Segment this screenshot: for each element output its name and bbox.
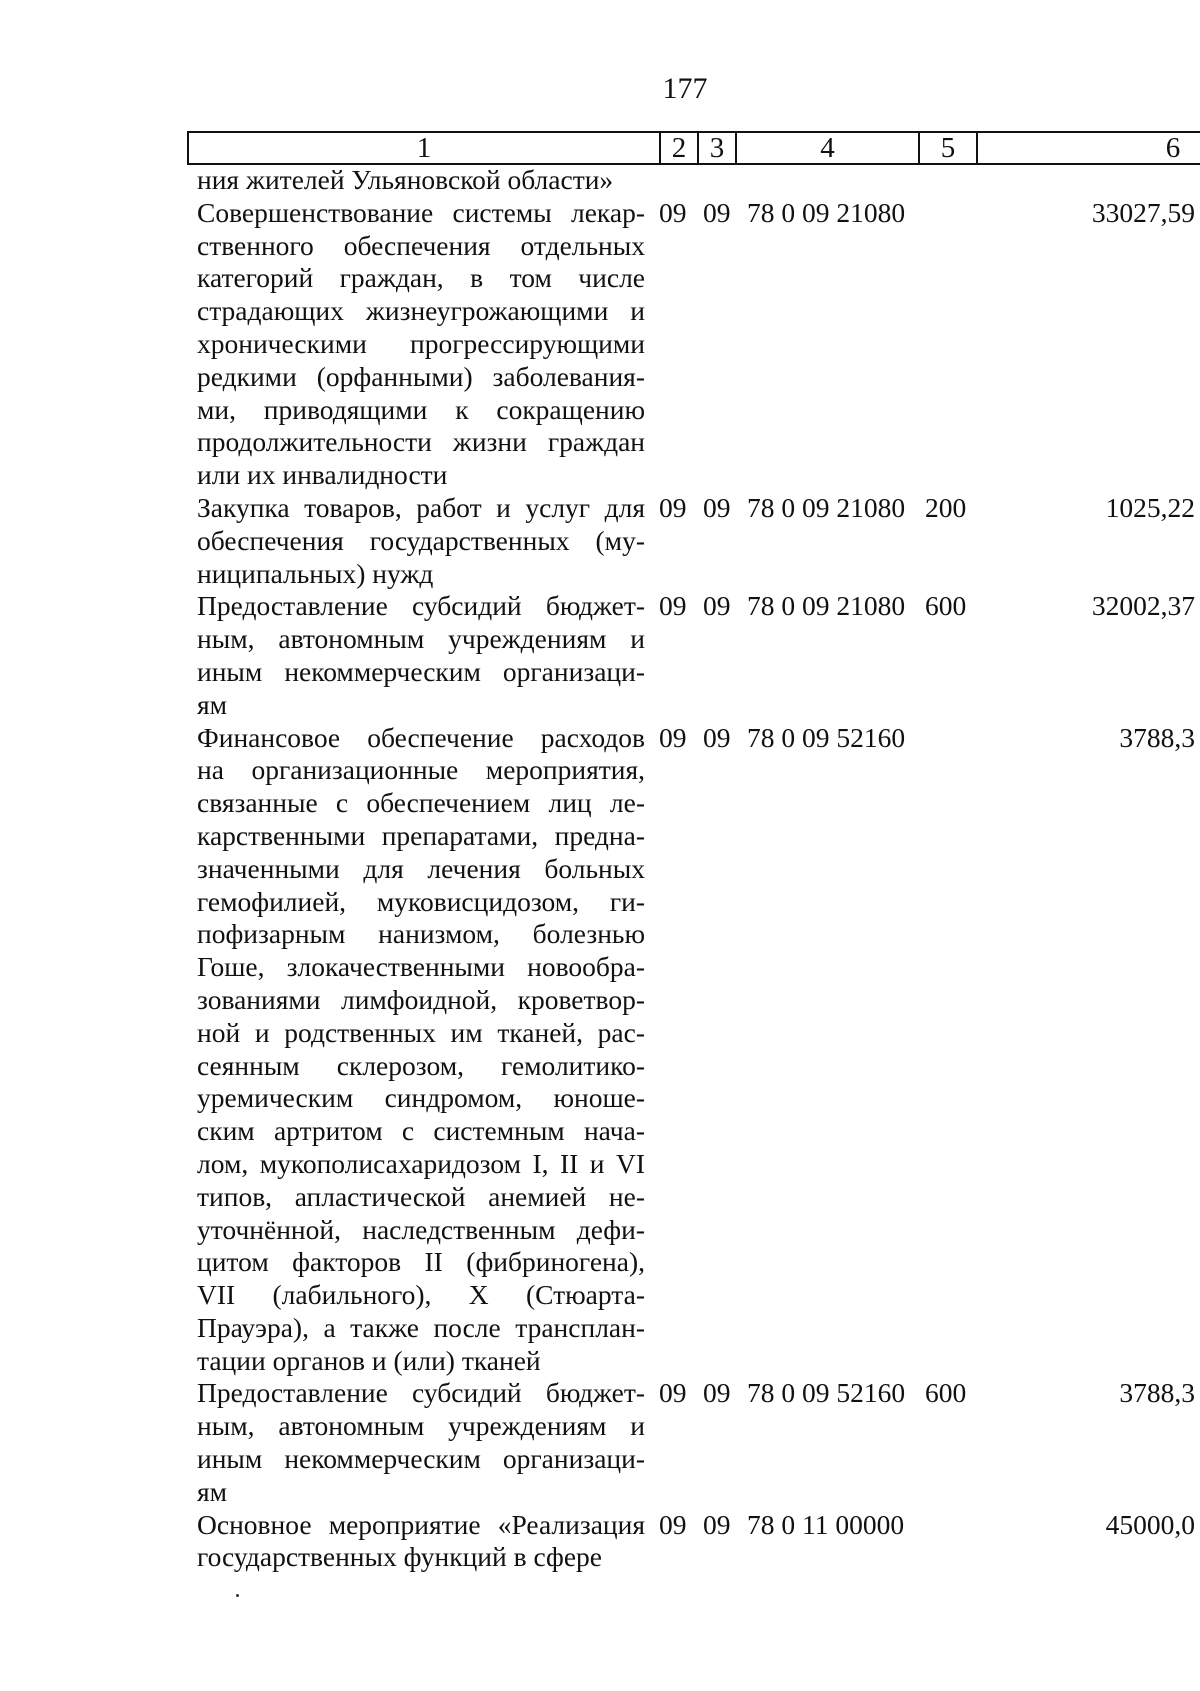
description-line: уремическим синдромом, юноше- xyxy=(197,1082,645,1114)
amount: 45000,0 xyxy=(1105,1508,1195,1540)
description-line: лом, мукополисахаридозом I, II и VI xyxy=(197,1147,645,1179)
description-line: или их инвалидности xyxy=(197,459,448,491)
row-description xyxy=(197,722,645,1378)
target-article-code: 78 0 09 21080 xyxy=(747,196,906,228)
description-line: обеспечения государственных (му- xyxy=(197,524,645,556)
section-code: 09 xyxy=(659,590,687,622)
expense-type-code: 600 xyxy=(925,1377,967,1409)
table-row xyxy=(197,722,1197,1378)
header-col-3: 3 xyxy=(699,133,737,163)
subsection-code: 09 xyxy=(703,196,731,228)
expense-type-code: 200 xyxy=(925,491,967,523)
row-description xyxy=(197,197,645,492)
section-code: 09 xyxy=(659,491,687,523)
description-line: иным некоммерческим организаци- xyxy=(197,1443,645,1475)
row-description xyxy=(197,164,645,197)
description-line: Основное мероприятие «Реализация xyxy=(197,1508,645,1540)
description-line: ной и родственных им тканей, рас- xyxy=(197,1016,645,1048)
subsection-code: 09 xyxy=(703,721,731,753)
target-article-code: 78 0 11 00000 xyxy=(747,1508,905,1540)
table-row xyxy=(197,197,1197,492)
description-line: Гоше, злокачественными новообра- xyxy=(197,951,645,983)
description-line: Прауэра), а также после трансплан- xyxy=(197,1311,645,1343)
target-article-code: 78 0 09 52160 xyxy=(747,1377,906,1409)
description-line: продолжительности жизни граждан xyxy=(197,426,645,458)
description-line: ным, автономным учреждениям и xyxy=(197,1410,645,1442)
description-line: сеянным склерозом, гемолитико- xyxy=(197,1049,645,1081)
header-col-2: 2 xyxy=(661,133,699,163)
target-article-code: 78 0 09 21080 xyxy=(747,491,906,523)
description-line: гемофилией, муковисцидозом, ги- xyxy=(197,885,645,917)
subsection-code: 09 xyxy=(703,590,731,622)
table-header xyxy=(187,131,1200,165)
section-code: 09 xyxy=(659,1377,687,1409)
target-article-code: 78 0 09 52160 xyxy=(747,721,906,753)
row-description xyxy=(197,1377,645,1508)
amount: 3788,3 xyxy=(1119,1377,1195,1409)
table-row xyxy=(197,1377,1197,1508)
description-line: ния жителей Ульяновской области» xyxy=(197,164,614,195)
subsection-code: 09 xyxy=(703,491,731,523)
amount: 1025,22 xyxy=(1105,491,1195,523)
description-line: ям xyxy=(197,688,228,720)
description-line: зованиями лимфоидной, кроветвор- xyxy=(197,983,645,1015)
description-line: ственного обеспечения отдельных xyxy=(197,229,645,261)
description-line: на организационные мероприятия, xyxy=(197,754,645,786)
description-line: тации органов и (или) тканей xyxy=(197,1344,541,1376)
description-line: Совершенствование системы лекар- xyxy=(197,196,645,228)
description-line: ям xyxy=(197,1475,228,1507)
description-line: Предоставление субсидий бюджет- xyxy=(197,590,645,622)
description-line: ниципальных) нужд xyxy=(197,557,434,589)
expense-type-code: 600 xyxy=(925,590,967,622)
description-line: хроническими прогрессирующими xyxy=(197,327,645,359)
table-row xyxy=(197,492,1197,590)
section-code: 09 xyxy=(659,196,687,228)
description-line: Финансовое обеспечение расходов xyxy=(197,721,645,753)
target-article-code: 78 0 09 21080 xyxy=(747,590,906,622)
description-line: Закупка товаров, работ и услуг для xyxy=(197,491,645,523)
amount: 3788,3 xyxy=(1119,721,1195,753)
section-code: 09 xyxy=(659,721,687,753)
description-line: Предоставление субсидий бюджет- xyxy=(197,1377,645,1409)
description-line: иным некоммерческим организаци- xyxy=(197,655,645,687)
description-line: VII (лабильного), X (Стюарта- xyxy=(197,1279,645,1311)
description-line: уточнённой, наследственным дефи- xyxy=(197,1213,645,1245)
description-line: типов, апластической анемией не- xyxy=(197,1180,645,1212)
header-col-4: 4 xyxy=(737,133,920,163)
description-line: значенными для лечения больных xyxy=(197,852,645,884)
scan-speck xyxy=(236,1594,239,1597)
table-row xyxy=(197,1509,1197,1575)
description-line: государственных функций в сфере xyxy=(197,1541,602,1573)
row-description xyxy=(197,590,645,721)
description-line: категорий граждан, в том числе xyxy=(197,262,645,294)
header-col-5: 5 xyxy=(920,133,978,163)
description-line: ским артритом с системным нача- xyxy=(197,1115,645,1147)
header-col-1: 1 xyxy=(189,133,661,163)
description-line: ным, автономным учреждениям и xyxy=(197,623,645,655)
table-row xyxy=(197,164,1197,197)
description-line: карственными препаратами, предна- xyxy=(197,819,645,851)
amount: 32002,37 xyxy=(1091,590,1195,622)
description-line: связанные с обеспечением лиц ле- xyxy=(197,787,645,819)
table-body xyxy=(197,164,1197,1574)
row-description xyxy=(197,1509,645,1575)
description-line: ми, приводящими к сокращению xyxy=(197,393,645,425)
description-line: пофизарным нанизмом, болезнью xyxy=(197,918,645,950)
subsection-code: 09 xyxy=(703,1508,731,1540)
header-col-6: 6 xyxy=(1165,131,1181,164)
row-description xyxy=(197,492,645,590)
section-code: 09 xyxy=(659,1508,687,1540)
subsection-code: 09 xyxy=(703,1377,731,1409)
description-line: страдающих жизнеугрожающими и xyxy=(197,295,645,327)
description-line: цитом факторов II (фибриногена), xyxy=(197,1246,645,1278)
page-number: 177 xyxy=(662,72,708,105)
description-line: редкими (орфанными) заболевания- xyxy=(197,360,645,392)
table-row xyxy=(197,590,1197,721)
amount: 33027,59 xyxy=(1091,196,1195,228)
